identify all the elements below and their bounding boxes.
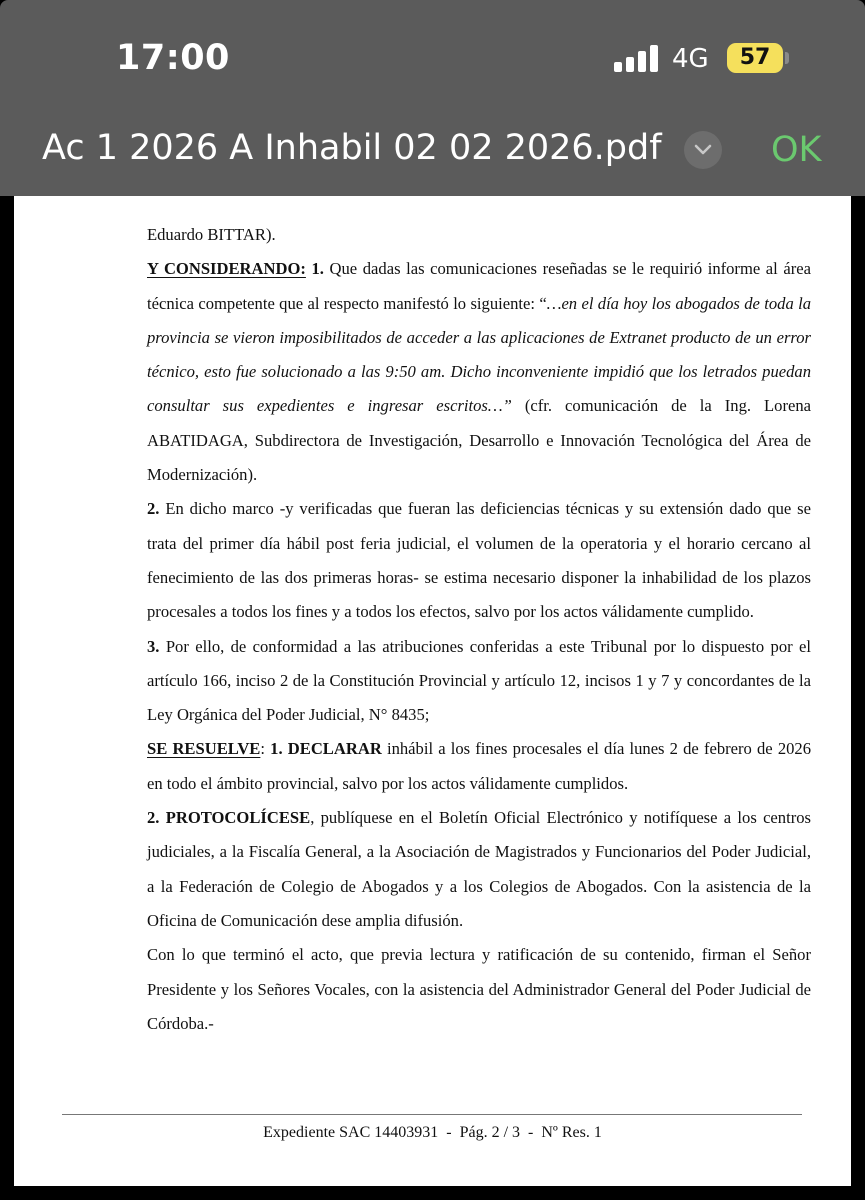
paragraph-considerando [147, 252, 811, 492]
paragraph-3 [147, 630, 811, 733]
battery-icon [727, 43, 783, 73]
paragraph-2 [147, 492, 811, 629]
considerando-text-b: (cfr. comunicación de la Ing. Lorena ABATIDAGA, Subdirectora de Investigación, Desarrollo e Innovación Tecnológica del Área de Modernización). [147, 396, 811, 485]
considerando-number: 1. [311, 259, 324, 279]
resuelve-text: inhábil a los fines procesales el día lunes 2 de febrero de 2026 en todo el ámbito provincial, salvo por los actos válidamente cumplidos. [147, 739, 812, 793]
paragraph-3-text: Por ello, de conformidad a las atribuciones conferidas a este Tribunal por lo dispuesto por el artículo 166, inciso 2 de la Constitución Provincial y artículo 12, incisos 1 y 7 y concordantes de la Ley Orgánica del Poder Judicial, N° 8435; [147, 636, 811, 725]
battery-percent: 57 [739, 45, 771, 70]
considerando-text-a: Que dadas las comunicaciones reseñadas se le requirió informe al área técnica competente que al respecto manifestó lo siguiente: “ [147, 259, 811, 313]
network-type: 4G [672, 44, 709, 74]
paragraph-resuelve [147, 732, 811, 801]
footer-divider [62, 1114, 802, 1115]
paragraph-0: Eduardo BITTAR). [147, 225, 276, 244]
document-title[interactable]: Ac 1 2026 A Inhabil 02 02 2026.pdf [42, 128, 662, 168]
paragraph-2-number: 2. [147, 499, 160, 519]
considerando-quote: …en el día hoy los abogados de toda la provincia se vieron imposibilitados de acceder a las aplicaciones de Extranet producto de un error técnico, esto fue solucionado a las 9:50 am. Dicho inconveniente impidió que los letrados puedan consultar sus expedientes e ingresar escritos…” [147, 293, 811, 416]
paragraph-3-number: 3. [147, 636, 160, 656]
page-body [147, 218, 811, 1041]
paragraph-protocolicese [147, 801, 811, 938]
ok-button[interactable]: OK [771, 130, 822, 170]
status-time: 17:00 [116, 38, 230, 78]
page-footer: Expediente SAC 14403931 - Pág. 2 / 3 - Nº Res. 1 [263, 1124, 602, 1141]
chevron-down-icon [693, 141, 713, 159]
battery-tip [785, 52, 789, 64]
paragraph-2-text: En dicho marco -y verificadas que fueran las deficiencias técnicas y su extensión dado que se trata del primer día hábil post feria judicial, el volumen de la operatoria y el horario cercano al fenecimiento de las dos primeras horas- se estima necesario disponer la inhabilidad de los plazos procesales a todos los fines y a todos los efectos, salvo por los actos válidamente cumplido. [147, 499, 811, 622]
protocolicese-bold: 2. PROTOCOLÍCESE [147, 808, 311, 828]
paragraph-closing: Con lo que terminó el acto, que previa lectura y ratificación de su contenido, firman el Señor Presidente y los Señores Vocales, con la asistencia del Administrador General del Poder Judicial de Córdoba.- [147, 945, 811, 1033]
resuelve-heading: SE RESUELVE [147, 739, 261, 759]
pdf-page[interactable] [14, 196, 851, 1186]
resuelve-declarar: 1. DECLARAR [270, 739, 382, 759]
resuelve-colon: : [260, 739, 271, 759]
top-bar [0, 0, 865, 196]
considerando-heading: Y CONSIDERANDO: [147, 259, 306, 279]
title-menu-button[interactable] [684, 131, 722, 169]
protocolicese-text: , publíquese en el Boletín Oficial Electrónico y notifíquese a los centros judiciales, a la Fiscalía General, a la Asociación de Magistrados y Funcionarios del Poder Judicial, a la Federación de Colegio de Abogados y a los Colegios de Abogados. Con la asistencia de la Oficina de Comunicación dese amplia difusión. [147, 808, 811, 930]
cellular-signal-icon [614, 44, 660, 72]
